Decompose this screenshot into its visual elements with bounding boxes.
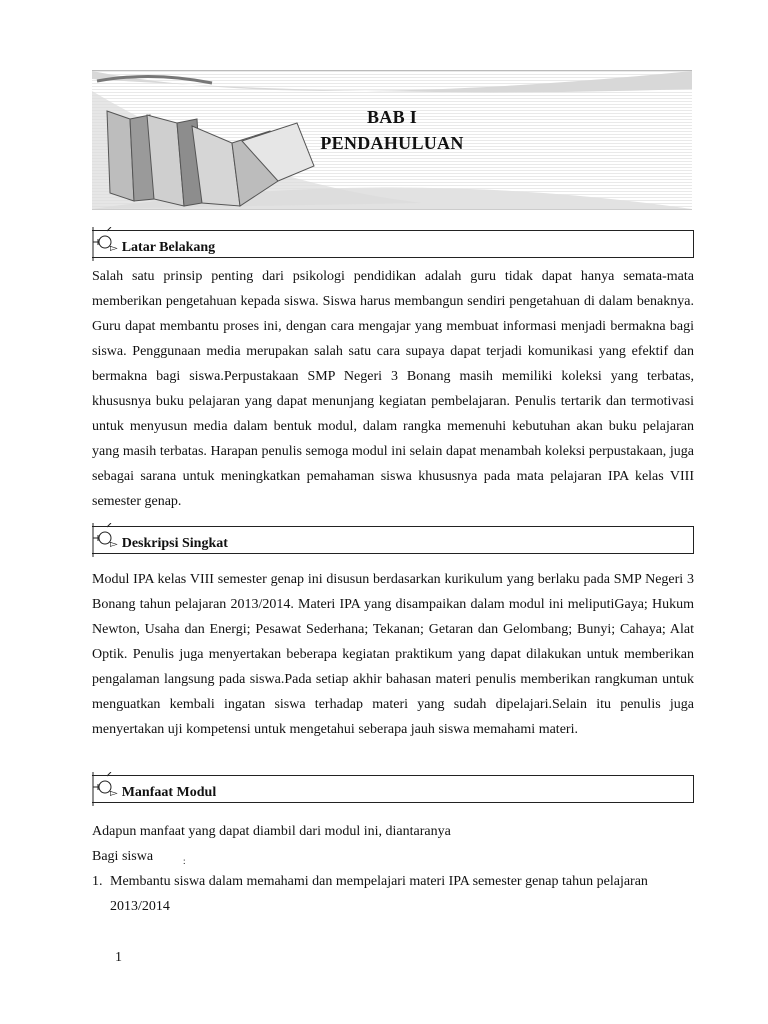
page-number: 1 <box>115 950 122 965</box>
manfaat-subhead: Bagi siswa <box>92 849 154 864</box>
section-header-latar-belakang <box>92 230 694 258</box>
chapter-title: PENDAHULUAN <box>320 133 464 153</box>
paragraph-deskripsi-singkat: Modul IPA kelas VIII semester genap ini disusun berdasarkan kurikulum yang berlaku pada SMP Negeri 3 Bonang tahun pelajaran 2013/2014. Materi IPA yang disampaikan dalam modul ini meliputiGaya; Hukum Newton, Usaha dan Energi; Pesawat Sederhana; Tekanan; Getaran dan Gelombang; Bunyi; Cahaya; Alat Optik. Penulis juga menyertakan beberapa kegiatan praktikum yang dapat dilakukan untuk memberikan pengalaman langsung pada siswa.Pada setiap akhir bahasan materi penulis memberikan rangkuman untuk menguatkan kembali ingatan siswa terhadap materi yang sudah dipelajari.Selain itu penulis juga menyertakan uji kompetensi untuk mengetahui seberapa jauh siswa memahami materi. <box>92 572 694 737</box>
list-number: 1. <box>92 874 103 889</box>
chapter-banner <box>92 70 692 210</box>
chapter-number: BAB I <box>366 107 417 127</box>
manfaat-intro: Adapun manfaat yang dapat diambil dari modul ini, diantaranya <box>92 824 451 839</box>
list-text: Membantu siswa dalam memahami dan mempelajari materi IPA semester genap tahun pelajaran 2013/2014 <box>110 874 648 914</box>
section-title: ▻ Manfaat Modul <box>110 785 217 800</box>
subhead-colon: : <box>183 856 186 866</box>
section-header-deskripsi-singkat <box>92 526 694 554</box>
section-header-manfaat-modul <box>92 775 694 803</box>
section-title: ▻ Latar Belakang <box>110 240 216 255</box>
section-title: ▻ Deskripsi Singkat <box>110 536 228 551</box>
paragraph-latar-belakang: Salah satu prinsip penting dari psikologi pendidikan adalah guru tidak dapat hanya semata-mata memberikan pengetahuan kepada siswa. Siswa harus membangun sendiri pengetahuan di dalam benaknya. Guru dapat membantu proses ini, dengan cara mengajar yang membuat informasi menjadi bermakna bagi siswa. Penggunaan media merupakan salah satu cara supaya dapat terjadi komunikasi yang efektif dan bermakna bagi siswa.Perpustakaan SMP Negeri 3 Bonang masih memiliki koleksi yang terbatas, khususnya buku pelajaran yang dapat menunjang kegiatan pembelajaran. Penulis tertarik dan termotivasi untuk menyusun media dalam bentuk modul, dalam rangka memenuhi kebutuhan akan buku pelajaran yang masih terbatas. Harapan penulis semoga modul ini selain dapat menambah koleksi perpustakaan, juga sebagai sarana untuk meningkatkan pemahaman siswa khususnya pada mata pelajaran IPA kelas VIII semester genap. <box>92 269 694 509</box>
